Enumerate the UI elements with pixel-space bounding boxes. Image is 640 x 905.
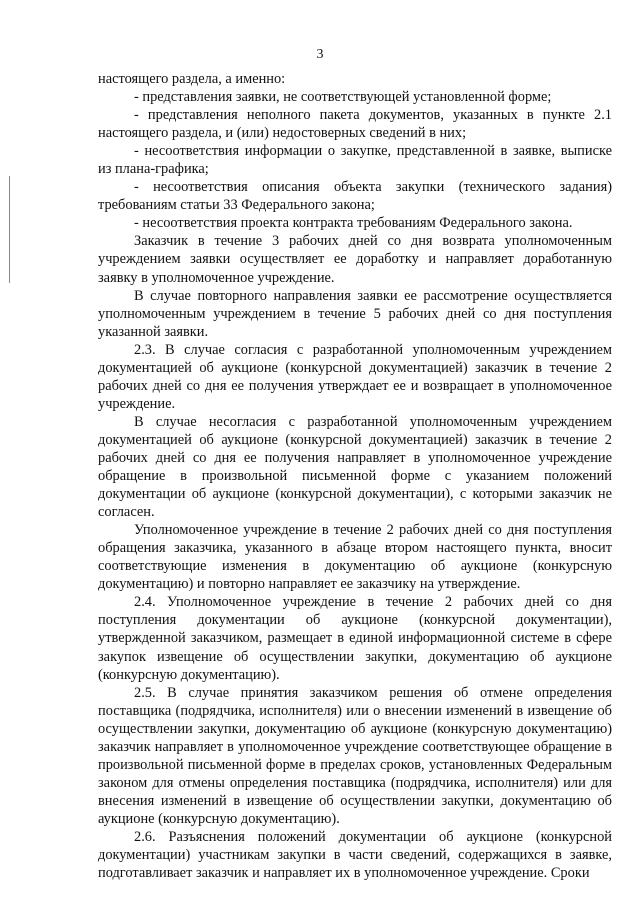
list-item-description-mismatch: - несоответствия описания объекта закупки (технического задания) требованиям статьи 33 Федерального закона; [98, 179, 612, 214]
page-number: 3 [316, 47, 324, 62]
paragraph-rework: Заказчик в течение 3 рабочих дней со дня возврата уполномоченным учреждением заявки осуществляет ее доработку и направляет доработанную заявку в уполномоченное учреждение. [98, 233, 612, 286]
list-item-incomplete-package: - представления неполного пакета документов, указанных в пункте 2.1 настоящего раздела, и (или) недостоверных сведений в них; [98, 107, 612, 142]
paragraph-resubmission: В случае повторного направления заявки ее рассмотрение осуществляется уполномоченным учреждением в течение 5 рабочих дней со дня поступления указанной заявки. [98, 287, 612, 340]
paragraph-continuation: настоящего раздела, а именно: [98, 71, 286, 87]
paragraph-changes: Уполномоченное учреждение в течение 2 рабочих дней со дня поступления обращения заказчика, указанного в абзаце втором настоящего пункта, вносит соответствующие изменения в документацию об аукционе (конкурсную документацию) и повторно направляет ее заказчику на утверждение. [98, 522, 612, 593]
paragraph-2-6: 2.6. Разъяснения положений документации об аукционе (конкурсной документации) участникам закупки в части сведений, содержащихся в заявке, подготавливает заказчик и направляет их в уполномоченное учреждение. Сроки [98, 828, 612, 882]
list-item-plan-mismatch: - несоответствия информации о закупке, представленной в заявке, выписке из плана-графика; [98, 143, 612, 178]
document-body [98, 70, 612, 882]
paragraph-2-5: 2.5. В случае принятия заказчиком решения об отмене определения поставщика (подрядчика, исполнителя) или о внесении изменений в извещение об осуществлении закупки, документацию об аукционе (конкурсную документацию) заказчик направляет в уполномоченное учреждение соответствующее обращение в произвольной письменной форме в пределах сроков, установленных Федеральным законом для отмены определения поставщика (подрядчика, исполнителя) или для внесения изменений в извещение об осуществлении закупки, документацию об аукционе (конкурсную документацию). [98, 684, 612, 827]
paragraph-2-4: 2.4. Уполномоченное учреждение в течение 2 рабочих дней со дня поступления документации об аукционе (конкурсной документации), утвержденной заказчиком, размещает в единой информационной системе в сфере закупок извещение об осуществлении закупки, документацию об аукционе (конкурсную документацию). [98, 594, 612, 683]
list-item-form-mismatch: - представления заявки, не соответствующей установленной форме; [134, 89, 552, 106]
paragraph-2-3: 2.3. В случае согласия с разработанной уполномоченным учреждением документацией об аукционе (конкурсной документацией) заказчик в течение 2 рабочих дней со дня ее получения утверждает ее и возвращает в уполномоченное учреждение. [98, 341, 612, 412]
list-item-contract-mismatch: - несоответствия проекта контракта требованиям Федерального закона. [134, 215, 573, 232]
paragraph-disagreement: В случае несогласия с разработанной уполномоченным учреждением документацией об аукционе (конкурсной документацией) заказчик в течение 2 рабочих дней со дня ее получения направляет в уполномоченное учреждение обращение в произвольной письменной форме с указанием положений документации об аукционе (конкурсной документации), с которыми заказчик не согласен. [98, 413, 612, 521]
margin-line [9, 176, 10, 283]
